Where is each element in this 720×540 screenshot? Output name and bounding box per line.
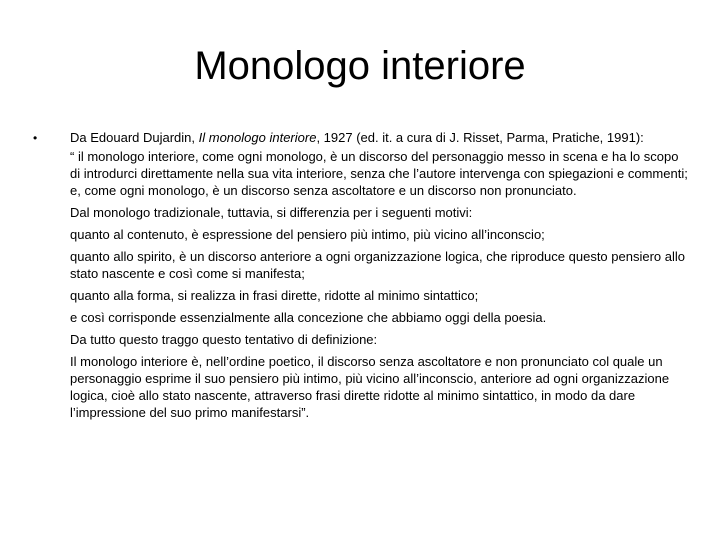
citation-prefix: Da Edouard Dujardin, [70,130,199,145]
slide-title: Monologo interiore [194,44,526,88]
book-title: Il monologo interiore [198,130,317,145]
citation-suffix: , 1927 (ed. it. a cura di J. Risset, Parma, Pratiche, 1991): [316,130,644,145]
quote-paragraph-6: e così corrisponde essenzialmente alla concezione che abbiamo oggi della poesia. [70,310,547,325]
quote-paragraph-5: quanto alla forma, si realizza in frasi dirette, ridotte al minimo sintattico; [70,288,479,303]
quote-paragraph-4: quanto allo spirito, è un discorso anteriore a ogni organizzazione logica, che riproduce questo pensiero allo stato nascente e così come si manifesta; [70,249,685,281]
quote-paragraph-2: Dal monologo tradizionale, tuttavia, si differenzia per i seguenti motivi: [70,205,473,220]
source-citation [70,129,690,146]
quote-paragraph-3: quanto al contenuto, è espressione del pensiero più intimo, più vicino all’inconscio; [70,227,545,242]
quote-paragraph-1: “ il monologo interiore, come ogni monologo, è un discorso del personaggio messo in scena e ha lo scopo di introdurci direttamente nella sua vita interiore, senza che l’autore intervenga con spiegazioni e commenti; e, come ogni monologo, è un discorso senza ascoltatore e un discorso non pronunciato. [70,149,688,198]
quote-paragraph-7: Da tutto questo traggo questo tentativo di definizione: [70,332,378,347]
bullet-marker: • [33,131,38,145]
quote-paragraph-8: Il monologo interiore è, nell’ordine poetico, il discorso senza ascoltatore e non pronunciato col quale un personaggio esprime il suo pensiero più intimo, più vicino all’inconscio, anteriore ad ogni organizzazione logica, cioè allo stato nascente, attraverso frasi dirette ridotte al minimo sintattico, in modo da dare l’impressione del suo primo manifestarsi”. [70,354,670,420]
slide-body [70,129,690,426]
